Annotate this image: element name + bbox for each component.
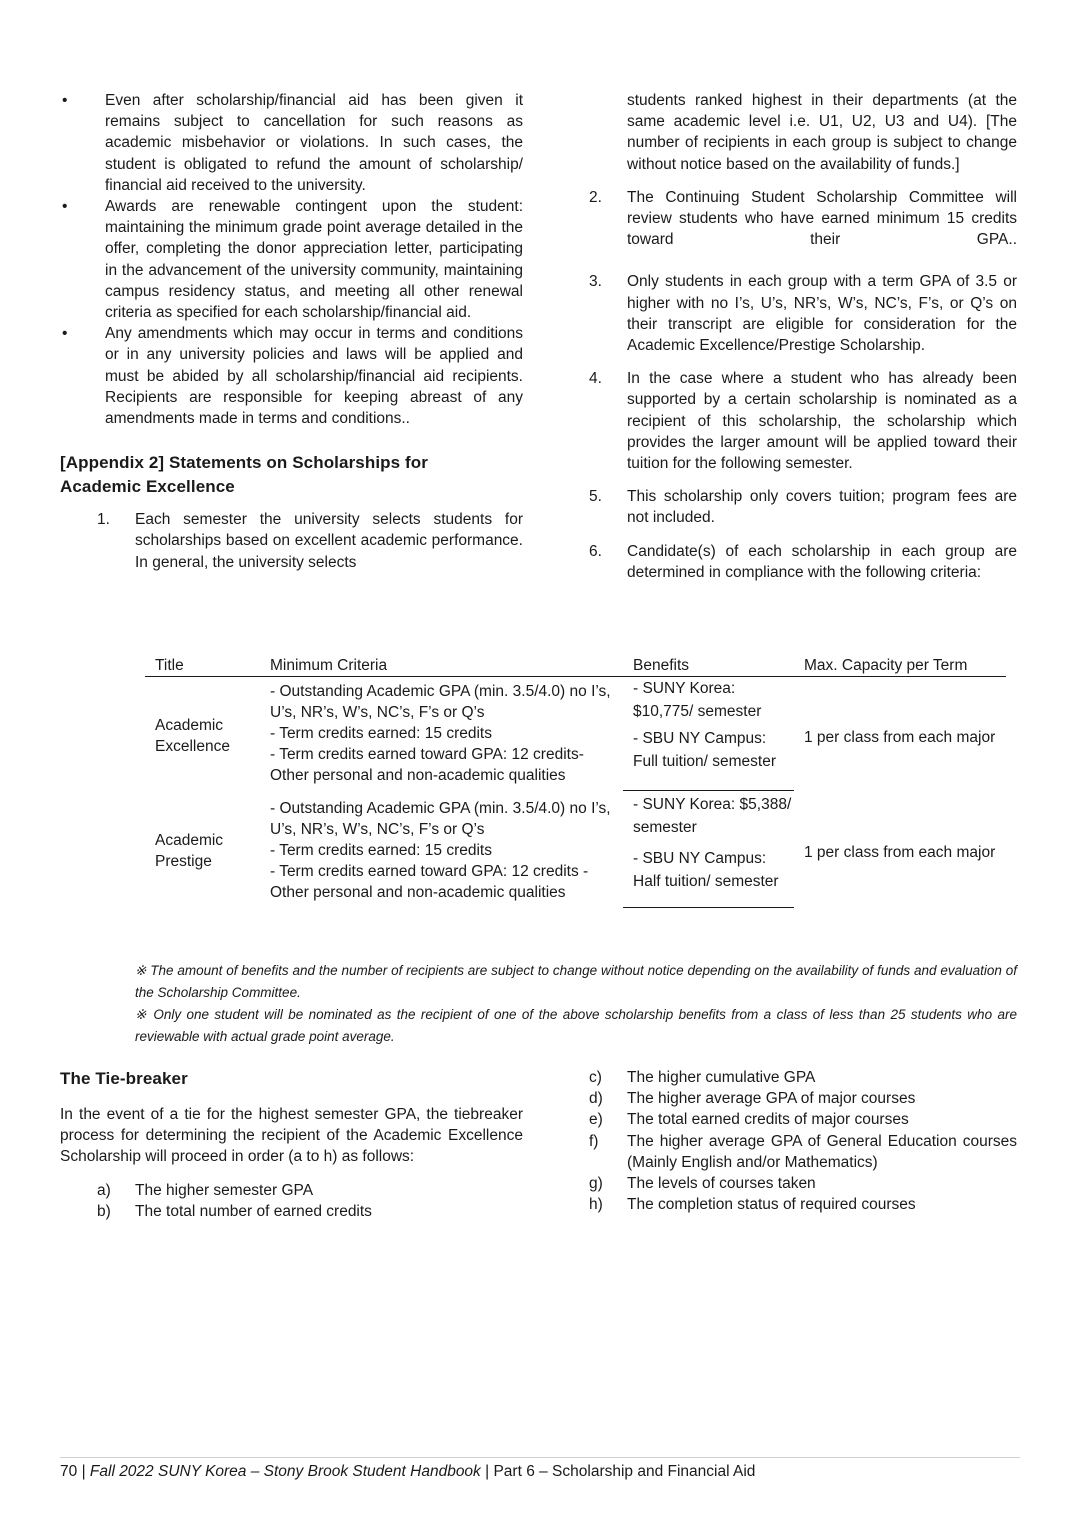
right-column — [589, 90, 1017, 583]
row-criteria — [260, 790, 623, 907]
footer-divider — [60, 1457, 1020, 1458]
table-header-row — [145, 654, 1006, 677]
criteria-line: - Term credits earned: 15 credits — [270, 725, 492, 742]
benefit-suny-korea: - SUNY Korea: $5,388/ semester — [633, 795, 792, 836]
item-letter: f) — [589, 1132, 599, 1150]
footer-separator: | — [485, 1463, 490, 1480]
row-criteria — [260, 677, 623, 791]
row-capacity: 1 per class from each major — [804, 729, 996, 746]
item-letter: c) — [589, 1069, 602, 1086]
item-text: In the case where a student who has already been supported by a certain scholarship is nominated as a recipient of this scholarship, the scholarship which provides the larger amount will be applied toward their tuition for the following semester. — [627, 370, 1017, 473]
criteria-line: - Outstanding Academic GPA (min. 3.5/4.0) no I’s, U’s, NR’s, W’s, NC’s, F’s or Q’s — [270, 683, 611, 721]
item-letter: h) — [589, 1196, 603, 1214]
tiebreaker-heading: The Tie-breaker — [60, 1069, 188, 1088]
criteria-line: - Term credits earned: 15 credits — [270, 842, 492, 859]
item-text: The higher cumulative GPA — [627, 1069, 816, 1086]
tiebreaker-right — [589, 1067, 1017, 1215]
item-text: The completion status of required courses — [627, 1196, 916, 1214]
numbered-item-1-continued — [589, 90, 1017, 175]
benefit-sbu-ny: - SBU NY Campus: Full tuition/ semester — [623, 727, 794, 790]
item-letter: d) — [589, 1090, 603, 1108]
item-number: 5. — [589, 488, 602, 506]
tiebreaker-intro: In the event of a tie for the highest semester GPA, the tiebreaker process for determining the recipient of the Academic Excellence Scholarship will proceed in order (a to h) as follows: — [60, 1106, 523, 1166]
item-text: Only students in each group with a term GPA of 3.5 or higher with no I’s, U’s, NR’s, W’s, NC’s, F’s, or Q’s on their transcript are eligible for consideration for the Academic Excellence/Prestige Scholarship. — [627, 273, 1017, 355]
list-item — [589, 1088, 1017, 1109]
numbered-item-6 — [589, 541, 1017, 583]
item-text: students ranked highest in their departments (at the same academic level i.e. U1, U2, U3 and U4). [The number of recipients in each group is subject to change without notice based on the availability of funds.] — [627, 92, 1017, 173]
numbered-item-5 — [589, 486, 1017, 528]
list-item — [589, 1173, 1017, 1194]
list-item — [60, 323, 523, 429]
table-row — [145, 677, 1006, 728]
benefit-sbu-ny: - SBU NY Campus: Half tuition/ semester — [623, 847, 794, 908]
item-text: The higher average GPA of major courses — [627, 1090, 916, 1108]
item-text: The total number of earned credits — [135, 1202, 372, 1220]
numbered-item-3 — [589, 271, 1017, 356]
footer-separator: | — [81, 1463, 86, 1480]
row-title: Academic Excellence — [155, 716, 230, 755]
scholarship-table — [145, 654, 1006, 908]
bullet-icon: • — [62, 198, 68, 216]
numbered-item-4 — [589, 368, 1017, 474]
tiebreaker-left — [60, 1067, 523, 1222]
criteria-line: - Term credits earned toward GPA: 12 credits- Other personal and non-academic qualities — [270, 746, 584, 784]
tiebreaker-list-left — [97, 1180, 523, 1222]
appendix-heading: [Appendix 2] Statements on Scholarships for Academic Excellence — [60, 453, 428, 497]
item-number: 4. — [589, 370, 602, 388]
page-number: 70 — [60, 1463, 78, 1480]
bullet-icon: • — [62, 325, 68, 343]
item-number: 6. — [589, 542, 602, 560]
list-item — [589, 1194, 1017, 1215]
page-footer — [60, 1461, 755, 1482]
bullet-text: Even after scholarship/financial aid has been given it remains subject to cancellation for such reasons as academic misbehavior or violations. In such cases, the student is obligated to refund the amount of scholarship/ financial aid received to the university. — [105, 92, 523, 194]
numbered-item-2 — [589, 187, 1017, 251]
criteria-line: - Term credits earned toward GPA: 12 credits - Other personal and non-academic qualities — [270, 863, 589, 901]
item-text: This scholarship only covers tuition; program fees are not included. — [627, 488, 1017, 527]
item-text: The levels of courses taken — [627, 1175, 816, 1193]
list-item — [97, 1201, 523, 1222]
column-header-title: Title — [145, 654, 260, 677]
benefit-suny-korea: - SUNY Korea: $10,775/ semester — [633, 680, 762, 720]
item-number: 3. — [589, 273, 602, 291]
bullet-icon: • — [62, 92, 68, 109]
item-letter: e) — [589, 1111, 603, 1129]
row-capacity: 1 per class from each major — [804, 844, 996, 861]
list-item — [589, 1131, 1017, 1173]
list-item — [589, 1067, 1017, 1088]
item-letter: b) — [97, 1202, 111, 1220]
note: ※ Only one student will be nominated as the recipient of one of the above scholarship benefits from a class of less than 25 students who are reviewable with actual grade point average. — [135, 1007, 1017, 1044]
bullet-text: Any amendments which may occur in terms and conditions or in any university policies and laws will be applied and must be abided by all scholarship/financial aid recipients. Recipients are responsible for keeping abreast of any amendments made in terms and conditions.. — [105, 325, 523, 428]
column-header-benefits: Benefits — [623, 654, 794, 677]
column-header-criteria: Minimum Criteria — [260, 654, 623, 677]
item-text: The Continuing Student Scholarship Committee will review students who have earned minimum 15 credits toward their GPA.. — [627, 188, 1017, 249]
column-header-capacity: Max. Capacity per Term — [794, 654, 1006, 677]
item-letter: a) — [97, 1181, 111, 1199]
item-text: Candidate(s) of each scholarship in each group are determined in compliance with the following criteria: — [627, 542, 1017, 581]
list-item — [60, 90, 523, 196]
table-row — [145, 790, 1006, 847]
bullet-text: Awards are renewable contingent upon the student: maintaining the minimum grade point average detailed in the offer, completing the donor appreciation letter, participating in the advancement of the university community, maintaining campus residency status, and meeting all other renewal criteria as specified for each scholarship/financial aid. — [105, 198, 523, 322]
item-number: 1. — [97, 511, 110, 529]
item-letter: g) — [589, 1175, 603, 1193]
handbook-title: Fall 2022 SUNY Korea – Stony Brook Student Handbook — [89, 1463, 481, 1480]
item-text: The higher average GPA of General Education courses (Mainly English and/or Mathematics) — [627, 1132, 1017, 1171]
item-text: The higher semester GPA — [135, 1181, 314, 1199]
criteria-line: - Outstanding Academic GPA (min. 3.5/4.0) no I’s, U’s, NR’s, W’s, NC’s, F’s or Q’s — [270, 800, 611, 838]
numbered-item-1 — [97, 509, 523, 573]
section-title: Part 6 – Scholarship and Financial Aid — [493, 1463, 756, 1480]
item-text: Each semester the university selects students for scholarships based on excellent academic performance. In general, the university selects — [135, 511, 523, 571]
item-number: 2. — [589, 188, 602, 206]
note: ※ The amount of benefits and the number of recipients are subject to change without notice depending on the availability of funds and evaluation of the Scholarship Committee. — [135, 963, 1017, 1000]
left-column — [60, 90, 523, 573]
row-title: Academic Prestige — [155, 831, 224, 870]
item-text: The total earned credits of major courses — [627, 1111, 909, 1129]
list-item — [97, 1180, 523, 1201]
list-item — [60, 196, 523, 323]
list-item — [589, 1109, 1017, 1130]
table-notes — [135, 960, 1017, 1048]
